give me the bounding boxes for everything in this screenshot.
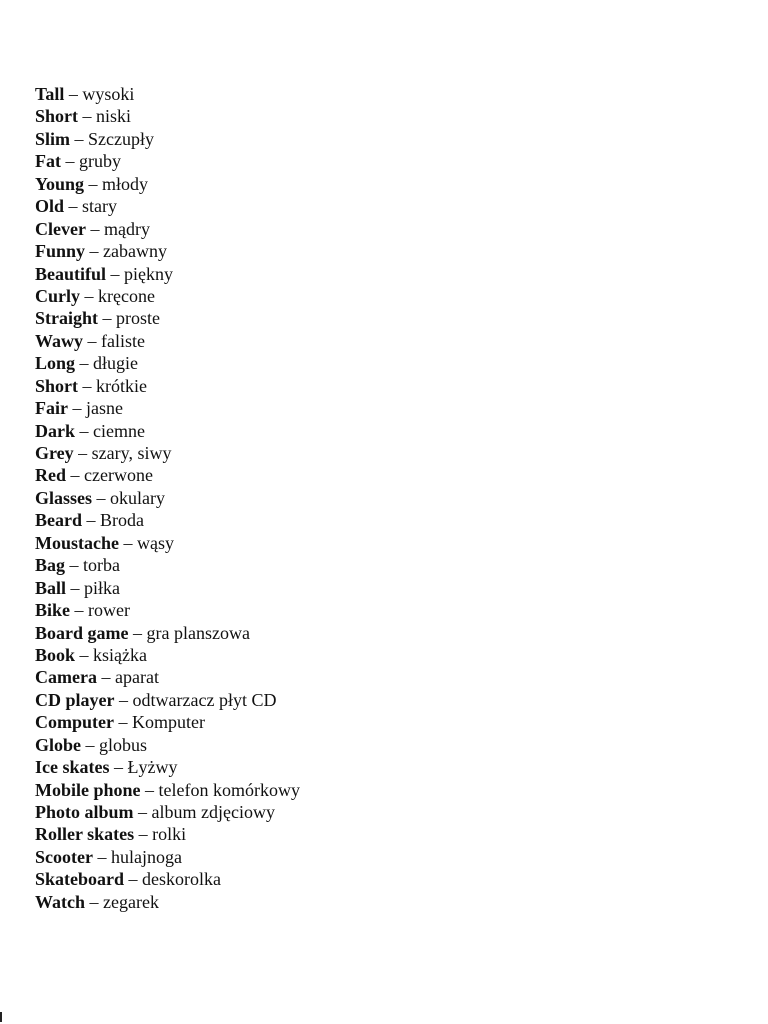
vocab-entry <box>35 442 300 464</box>
vocab-entry <box>35 622 300 644</box>
vocab-entry <box>35 240 300 262</box>
vocab-term: Short <box>35 106 79 127</box>
separator-dash: – <box>140 779 159 800</box>
vocab-translation: faliste <box>101 330 145 351</box>
vocab-translation: szary, siwy <box>91 443 172 463</box>
vocab-term: Photo album <box>35 802 134 822</box>
separator-dash: – <box>70 128 89 149</box>
vocab-term: Glasses <box>35 487 93 508</box>
vocab-entry <box>35 891 300 913</box>
vocab-translation: telefon komórkowy <box>158 779 300 800</box>
vocab-translation: stary <box>82 196 118 217</box>
vocab-term: Globe <box>35 734 82 755</box>
vocab-term: Curly <box>35 285 80 306</box>
vocab-term: Moustache <box>35 532 119 553</box>
separator-dash: – <box>64 84 83 104</box>
separator-dash: – <box>64 196 83 217</box>
vocab-term: Ball <box>35 577 67 598</box>
vocab-entry <box>35 756 300 778</box>
vocab-term: Short <box>35 375 79 396</box>
separator-dash: – <box>85 218 104 239</box>
separator-dash: – <box>66 465 84 486</box>
vocab-entry <box>35 487 300 509</box>
separator-dash: – <box>75 353 94 374</box>
separator-dash: – <box>85 891 104 912</box>
vocab-entry <box>35 577 300 599</box>
separator-dash: – <box>75 644 94 665</box>
vocab-translation: rolki <box>152 824 187 845</box>
vocab-entry <box>35 105 300 127</box>
vocab-translation: czerwone <box>84 465 153 486</box>
vocab-entry <box>35 644 300 666</box>
vocab-term: Young <box>35 173 85 194</box>
vocab-translation: wysoki <box>82 84 135 104</box>
vocab-translation: jasne <box>86 398 123 419</box>
vocab-translation: krótkie <box>96 375 148 396</box>
vocab-translation: Broda <box>100 510 144 531</box>
vocab-term: Clever <box>35 218 86 239</box>
vocab-term: Wawy <box>35 330 84 351</box>
vocab-translation: deskorolka <box>142 869 221 890</box>
vocab-term: Skateboard <box>35 869 125 890</box>
vocab-term: Board game <box>35 622 129 643</box>
vocab-term: Tall <box>35 84 65 104</box>
separator-dash: – <box>134 824 153 845</box>
vocab-term: Beautiful <box>35 263 107 284</box>
separator-dash: – <box>119 532 137 553</box>
vocab-term: Fair <box>35 398 68 419</box>
vocab-entry <box>35 734 300 756</box>
vocab-entry <box>35 801 300 823</box>
vocab-term: Straight <box>35 308 98 329</box>
vocab-translation: piłka <box>84 577 121 598</box>
separator-dash: – <box>96 667 115 688</box>
separator-dash: – <box>85 241 104 262</box>
vocab-entry <box>35 83 300 105</box>
vocab-translation: Szczupły <box>88 128 154 149</box>
vocab-term: Long <box>35 353 76 374</box>
separator-dash: – <box>92 487 111 508</box>
vocab-term: Ice skates <box>35 757 110 778</box>
scan-edge-mark <box>0 1012 2 1022</box>
vocab-term: Red <box>35 465 66 486</box>
vocab-entry <box>35 128 300 150</box>
vocab-term: Roller skates <box>35 824 135 845</box>
separator-dash: – <box>114 712 132 733</box>
separator-dash: – <box>114 689 133 710</box>
vocab-entry <box>35 195 300 217</box>
vocab-translation: album zdjęciowy <box>151 802 275 822</box>
vocab-term: Slim <box>35 128 71 149</box>
vocab-term: Computer <box>35 712 114 733</box>
vocab-entry <box>35 420 300 442</box>
separator-dash: – <box>78 106 97 127</box>
vocab-entry <box>35 150 300 172</box>
separator-dash: – <box>106 263 125 284</box>
vocab-translation: wąsy <box>137 532 174 553</box>
separator-dash: – <box>133 802 152 822</box>
separator-dash: – <box>75 420 93 441</box>
vocab-translation: odtwarzacz płyt CD <box>132 689 277 710</box>
separator-dash: – <box>83 330 102 351</box>
vocab-term: Funny <box>35 241 86 262</box>
vocab-translation: aparat <box>114 667 159 688</box>
vocab-translation: piękny <box>124 263 174 284</box>
vocab-entry <box>35 173 300 195</box>
vocab-translation: proste <box>116 308 160 329</box>
vocab-entry <box>35 711 300 733</box>
separator-dash: – <box>98 308 116 329</box>
separator-dash: – <box>68 398 86 419</box>
vocab-entry <box>35 375 300 397</box>
separator-dash: – <box>81 734 100 755</box>
vocab-translation: zabawny <box>103 241 167 262</box>
vocab-translation: Łyżwy <box>127 757 178 778</box>
vocabulary-list <box>35 83 300 913</box>
vocab-translation: młody <box>102 173 149 194</box>
vocab-translation: globus <box>99 734 148 755</box>
vocab-translation: zegarek <box>103 891 159 912</box>
separator-dash: – <box>61 151 79 172</box>
vocab-entry <box>35 823 300 845</box>
separator-dash: – <box>124 869 143 890</box>
vocab-entry <box>35 599 300 621</box>
separator-dash: – <box>73 443 92 463</box>
separator-dash: – <box>92 846 111 867</box>
vocab-entry <box>35 352 300 374</box>
vocab-term: Old <box>35 196 65 217</box>
vocab-translation: torba <box>83 555 120 576</box>
vocab-entry <box>35 868 300 890</box>
vocab-entry <box>35 397 300 419</box>
vocab-term: CD player <box>35 689 115 710</box>
vocab-entry <box>35 307 300 329</box>
vocab-entry <box>35 666 300 688</box>
vocab-term: Mobile phone <box>35 779 141 800</box>
vocab-translation: niski <box>96 106 132 127</box>
vocab-term: Grey <box>35 443 74 463</box>
vocab-translation: kręcone <box>98 285 155 306</box>
vocab-entry <box>35 779 300 801</box>
vocab-term: Book <box>35 644 76 665</box>
vocab-entry <box>35 285 300 307</box>
separator-dash: – <box>128 622 147 643</box>
vocab-term: Fat <box>35 151 61 172</box>
vocab-term: Scooter <box>35 846 93 867</box>
vocab-entry <box>35 554 300 576</box>
vocab-entry <box>35 846 300 868</box>
vocab-entry <box>35 464 300 486</box>
separator-dash: – <box>109 757 128 778</box>
vocab-entry <box>35 509 300 531</box>
vocab-translation: ciemne <box>93 420 145 441</box>
vocab-term: Watch <box>35 891 86 912</box>
vocab-entry <box>35 689 300 711</box>
vocab-entry <box>35 218 300 240</box>
separator-dash: – <box>84 173 103 194</box>
vocab-translation: mądry <box>103 218 150 239</box>
vocab-term: Bag <box>35 555 66 576</box>
vocab-translation: długie <box>93 353 139 374</box>
vocab-term: Camera <box>35 667 97 688</box>
vocab-translation: hulajnoga <box>110 846 182 867</box>
vocab-entry <box>35 330 300 352</box>
vocab-term: Beard <box>35 510 82 531</box>
vocab-translation: gruby <box>79 151 121 172</box>
separator-dash: – <box>65 555 84 576</box>
vocab-translation: gra planszowa <box>146 622 250 643</box>
vocab-term: Bike <box>35 600 71 621</box>
vocab-translation: Komputer <box>132 712 205 733</box>
vocab-entry <box>35 532 300 554</box>
separator-dash: – <box>82 510 100 531</box>
vocab-entry <box>35 263 300 285</box>
separator-dash: – <box>66 577 85 598</box>
vocab-translation: książka <box>93 644 148 665</box>
vocab-translation: rower <box>88 600 130 621</box>
vocab-translation: okulary <box>110 487 165 508</box>
separator-dash: – <box>70 600 89 621</box>
separator-dash: – <box>80 285 98 306</box>
separator-dash: – <box>78 375 97 396</box>
vocab-term: Dark <box>35 420 75 441</box>
